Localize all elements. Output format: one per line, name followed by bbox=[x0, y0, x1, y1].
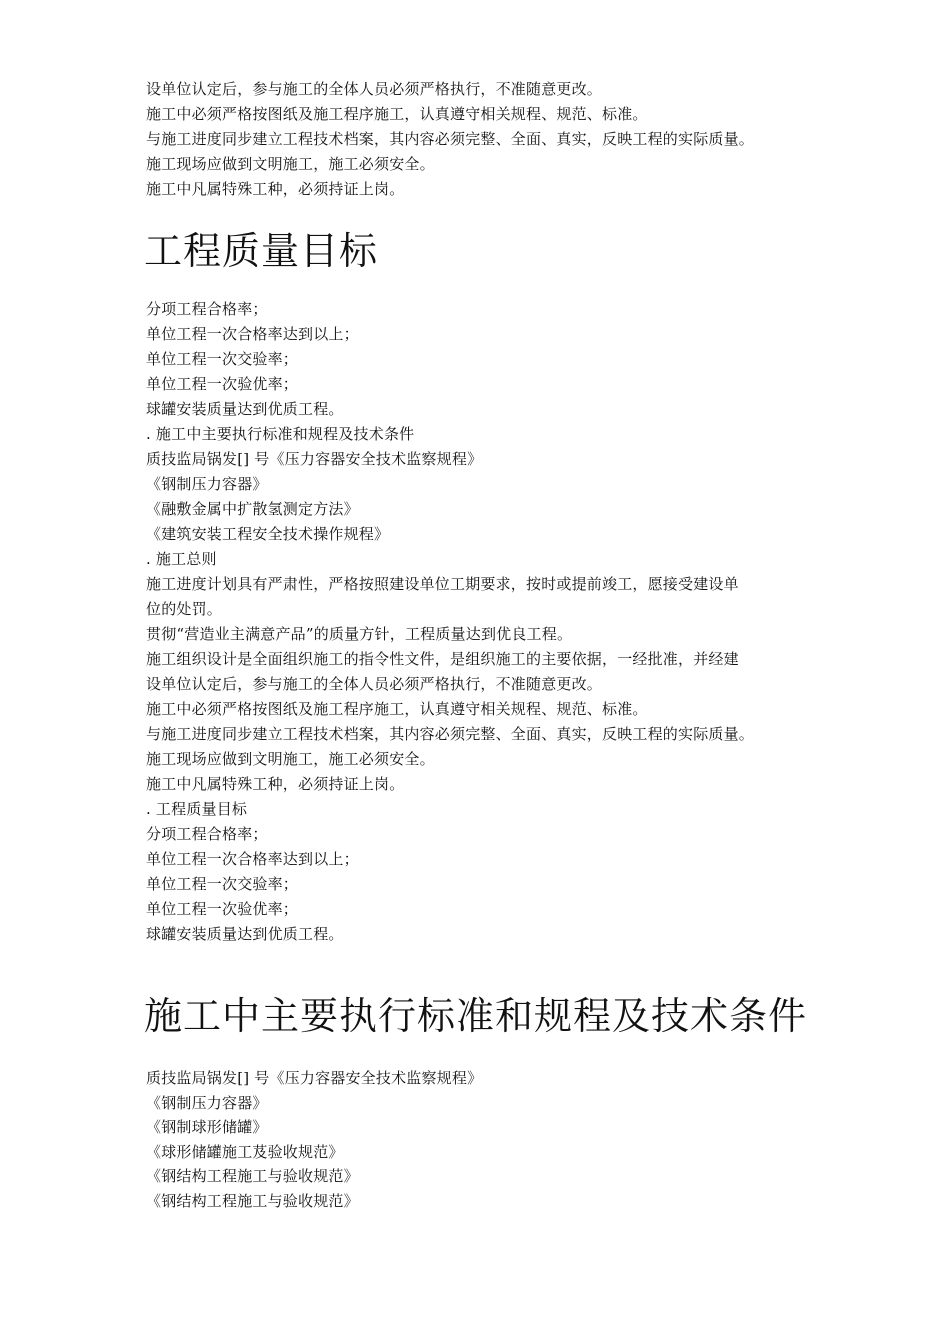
paragraph-line: 《融敷金属中扩散氢测定方法》 bbox=[146, 500, 359, 518]
paragraph-line: 《建筑安装工程安全技术操作规程》 bbox=[146, 525, 390, 543]
paragraph-line: 施工中凡属特殊工种，必须持证上岗。 bbox=[146, 775, 405, 793]
paragraph-line: 分项工程合格率； bbox=[146, 300, 268, 318]
paragraph-line: 施工中凡属特殊工种，必须持证上岗。 bbox=[146, 180, 405, 198]
paragraph-line: 施工中必须严格按图纸及施工程序施工，认真遵守相关规程、规范、标准。 bbox=[146, 700, 648, 718]
paragraph-line: 《钢结构工程施工与验收规范》 bbox=[146, 1167, 359, 1185]
paragraph-line: 《球形储罐施工芨验收规范》 bbox=[146, 1143, 344, 1161]
paragraph-line: 球罐安装质量达到优质工程。 bbox=[146, 400, 344, 418]
paragraph-line: 施工组织设计是全面组织施工的指令性文件，是组织施工的主要依据，一经批准，并经建 bbox=[146, 650, 739, 668]
paragraph-line: 设单位认定后，参与施工的全体人员必须严格执行，不准随意更改。 bbox=[146, 675, 603, 693]
subsection-title: . 施工中主要执行标准和规程及技术条件 bbox=[146, 425, 415, 443]
paragraph-line: 《钢制球形储罐》 bbox=[146, 1118, 268, 1136]
paragraph-line: 单位工程一次验优率； bbox=[146, 375, 299, 393]
paragraph-line: 施工进度计划具有严肃性，严格按照建设单位工期要求，按时或提前竣工，愿接受建设单 bbox=[146, 575, 739, 593]
paragraph-line: 施工中必须严格按图纸及施工程序施工，认真遵守相关规程、规范、标准。 bbox=[146, 105, 648, 123]
paragraph-line: 质技监局锅发[] 号《压力容器安全技术监察规程》 bbox=[146, 1069, 483, 1087]
paragraph-line: 位的处罚。 bbox=[146, 600, 223, 618]
paragraph-line: 单位工程一次验优率； bbox=[146, 900, 299, 918]
paragraph-line: 单位工程一次交验率； bbox=[146, 350, 299, 368]
paragraph-line: 分项工程合格率； bbox=[146, 825, 268, 843]
subsection-title: . 工程质量目标 bbox=[146, 800, 248, 818]
section-heading-quality-goal: 工程质量目标 bbox=[144, 229, 379, 273]
paragraph-line: 单位工程一次交验率； bbox=[146, 875, 299, 893]
paragraph-line: 《钢结构工程施工与验收规范》 bbox=[146, 1192, 359, 1210]
paragraph-line: 球罐安装质量达到优质工程。 bbox=[146, 925, 344, 943]
paragraph-line: 设单位认定后，参与施工的全体人员必须严格执行，不准随意更改。 bbox=[146, 80, 603, 98]
paragraph-line: 施工现场应做到文明施工，施工必须安全。 bbox=[146, 750, 435, 768]
paragraph-line: 单位工程一次合格率达到以上； bbox=[146, 850, 359, 868]
paragraph-line: 《钢制压力容器》 bbox=[146, 1094, 268, 1112]
paragraph-line: 施工现场应做到文明施工，施工必须安全。 bbox=[146, 155, 435, 173]
paragraph-line: 贯彻“营造业主满意产品”的质量方针，工程质量达到优良工程。 bbox=[146, 625, 573, 643]
subsection-title: . 施工总则 bbox=[146, 550, 217, 568]
paragraph-line: 《钢制压力容器》 bbox=[146, 475, 268, 493]
paragraph-line: 与施工进度同步建立工程技术档案，其内容必须完整、全面、真实，反映工程的实际质量。 bbox=[146, 725, 755, 743]
paragraph-line: 单位工程一次合格率达到以上； bbox=[146, 325, 359, 343]
section-heading-standards: 施工中主要执行标准和规程及技术条件 bbox=[144, 994, 808, 1038]
paragraph-line: 与施工进度同步建立工程技术档案，其内容必须完整、全面、真实，反映工程的实际质量。 bbox=[146, 130, 755, 148]
paragraph-line: 质技监局锅发[] 号《压力容器安全技术监察规程》 bbox=[146, 450, 483, 468]
